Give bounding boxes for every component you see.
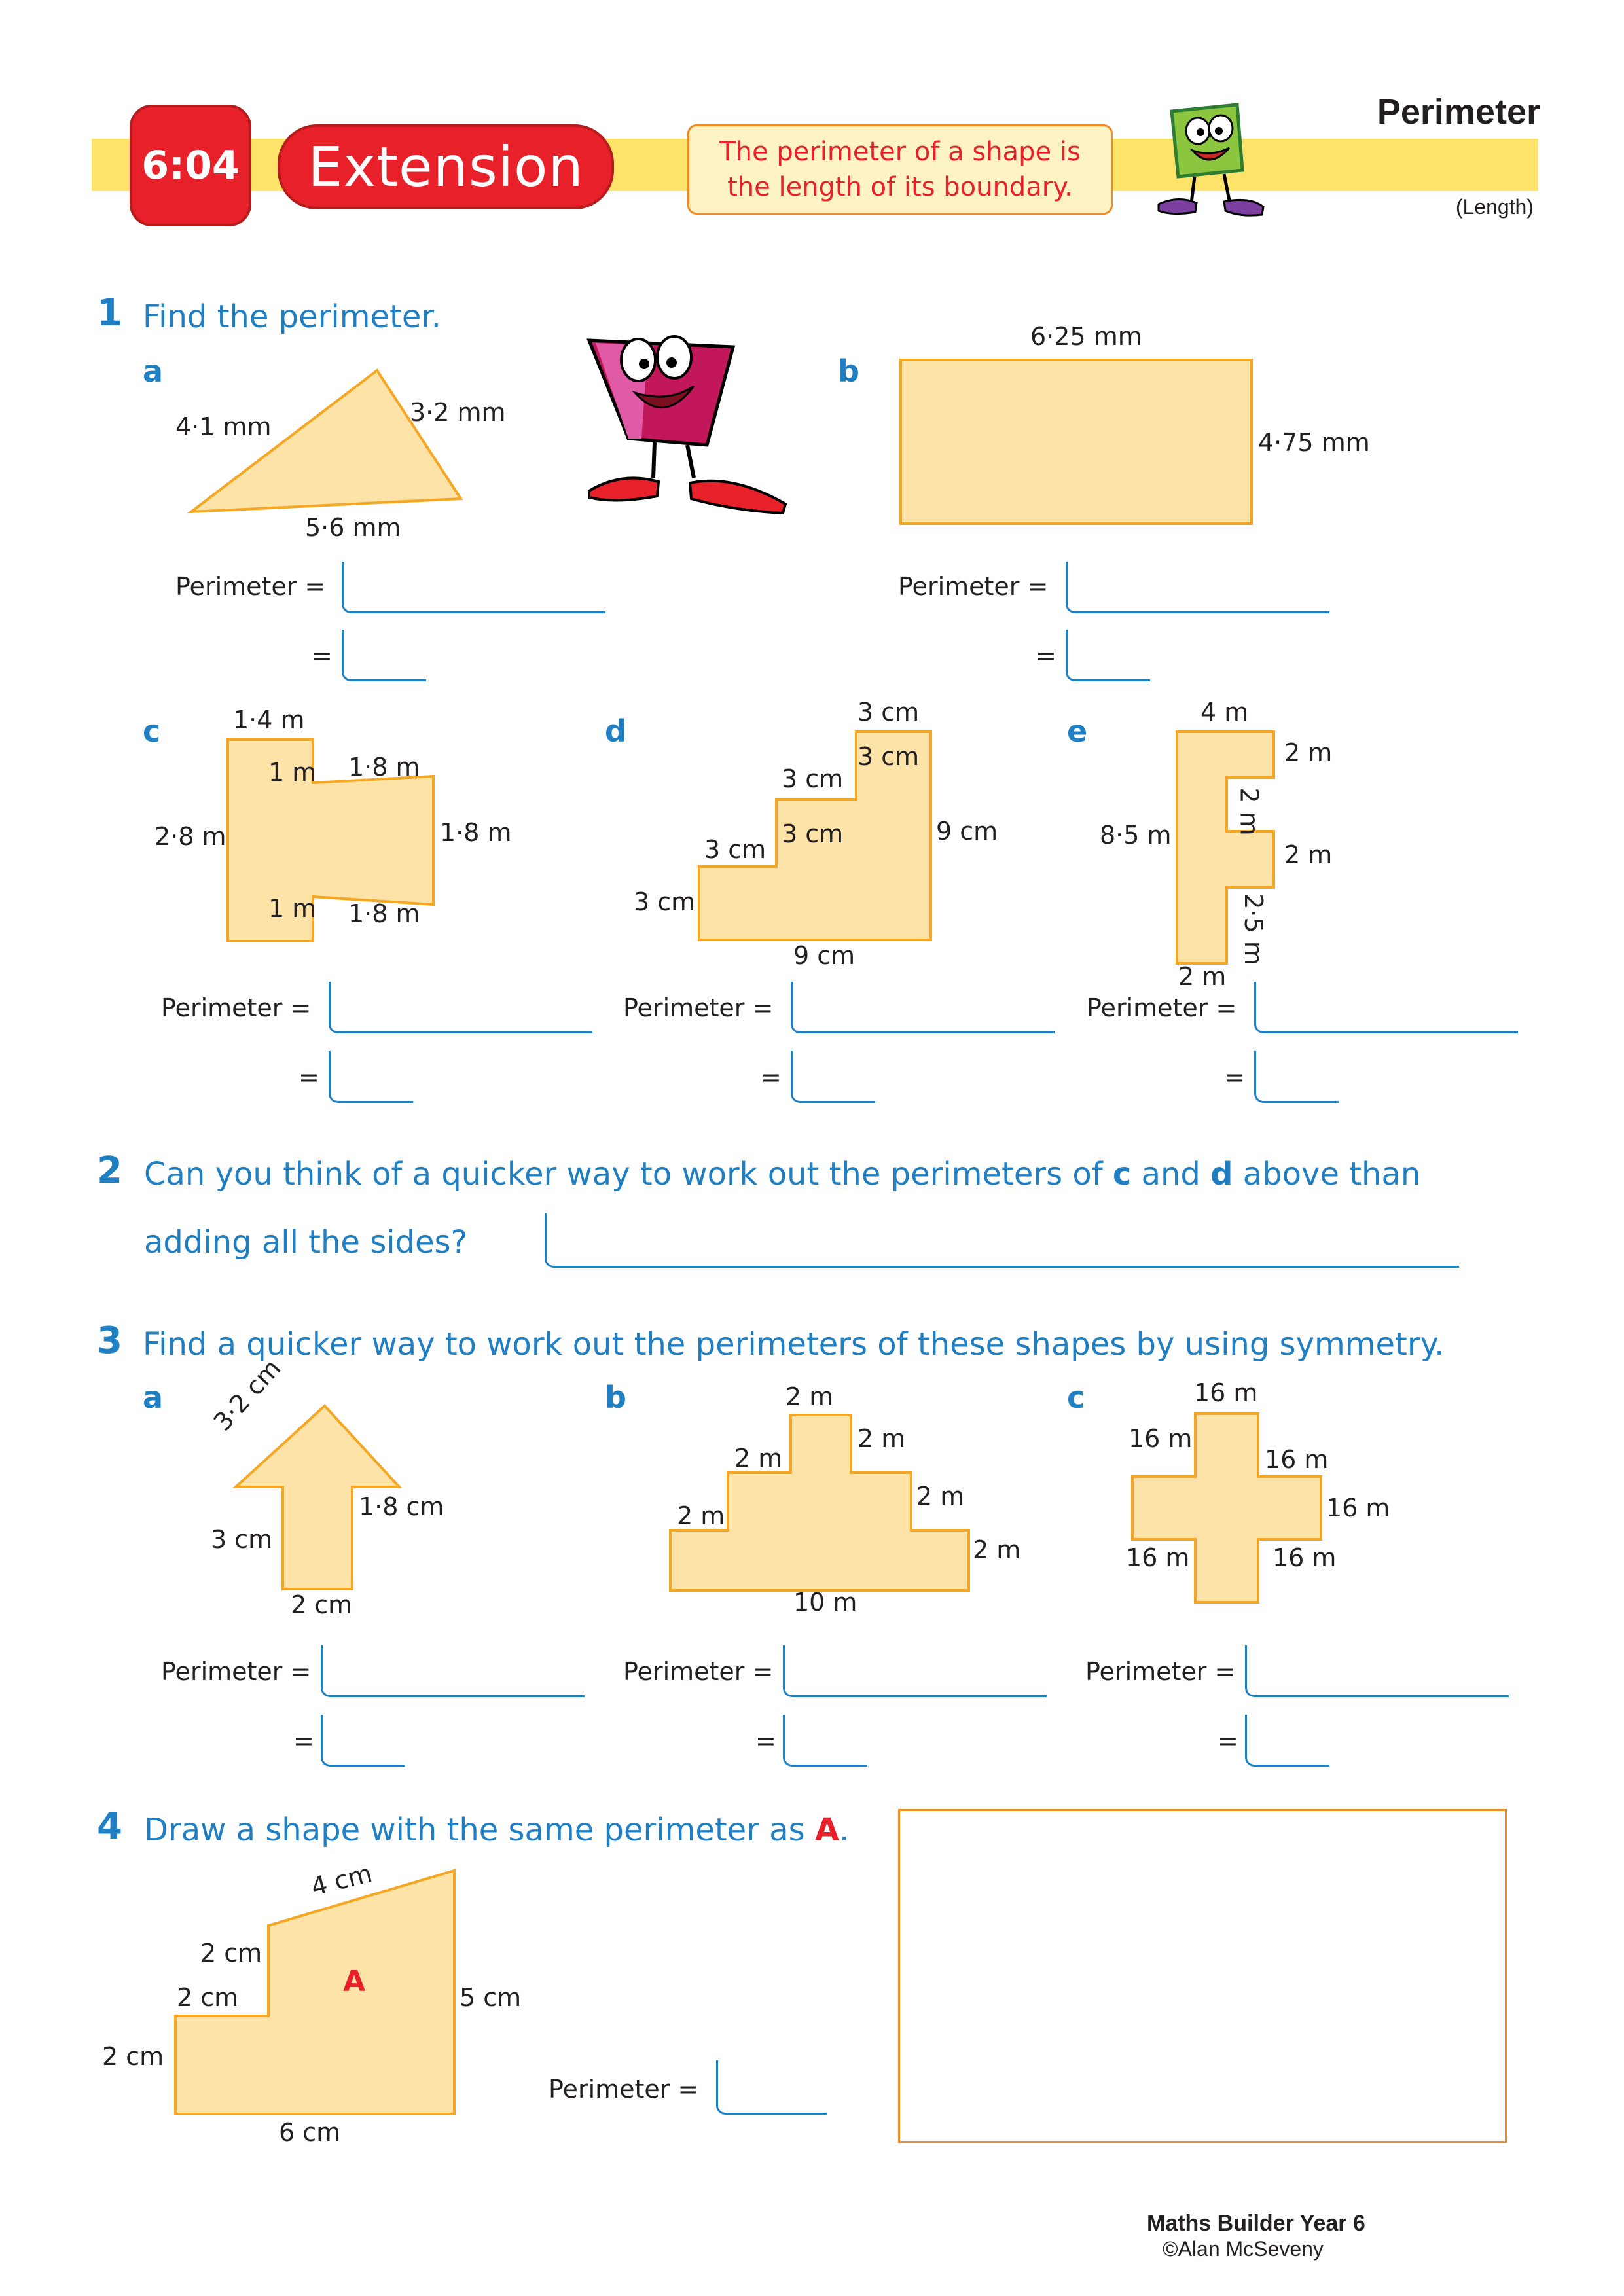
q4-text-before: Draw a shape with the same perimeter as (144, 1812, 815, 1848)
strand-label: (Length) (1455, 195, 1534, 219)
footer-copyright: ©Alan McSeveny (1163, 2237, 1324, 2261)
q3b-equals-label: = (755, 1727, 776, 1755)
q1c-answer-line-2[interactable] (329, 1051, 413, 1103)
extension-badge (278, 124, 614, 209)
q1c-side-label: 1·8 m (440, 818, 512, 847)
q1e-equals-label: = (1224, 1063, 1245, 1092)
q4-side-label: 6 cm (279, 2118, 341, 2147)
q4-side-label: 2 cm (200, 1939, 262, 1967)
q1e-side-label-rotated: 2·5 m (1238, 893, 1268, 965)
q1c-answer-line[interactable] (329, 982, 592, 1033)
question-2-number: 2 (97, 1149, 122, 1192)
q1b-side-label: 6·25 mm (1030, 322, 1142, 351)
q3b-side-label: 2 m (677, 1501, 725, 1530)
q1b-side-label: 4·75 mm (1258, 428, 1370, 457)
question-3-text: Find a quicker way to work out the perimeters of these shapes by using symmetry. (143, 1326, 1445, 1363)
lesson-code-badge (130, 105, 251, 226)
q1e-side-label: 2 m (1178, 962, 1227, 991)
q3b-side-label: 2 m (734, 1444, 783, 1473)
q3c-equals-label: = (1218, 1727, 1238, 1755)
q1d-side-label: 3 cm (704, 835, 767, 864)
q3c-answer-line-2[interactable] (1245, 1715, 1329, 1767)
q1b-perimeter-label: Perimeter = (898, 572, 1049, 601)
q1d-equals-label: = (761, 1063, 782, 1092)
q1d-perimeter-label: Perimeter = (623, 994, 774, 1022)
extension-label: Extension (308, 135, 584, 199)
q4-answer-line[interactable] (716, 2060, 827, 2115)
q3c-side-label: 16 m (1326, 1494, 1390, 1522)
q2-text-before: Can you think of a quicker way to work out the perimeters of (144, 1156, 1113, 1193)
q1a-equals-label: = (312, 641, 333, 670)
question-4-text (144, 1812, 849, 1848)
q3c-letter: c (1067, 1380, 1085, 1415)
q3c-side-label: 16 m (1128, 1424, 1193, 1453)
q1c-perimeter-label: Perimeter = (161, 994, 312, 1022)
q1b-equals-label: = (1036, 641, 1056, 670)
q1d-side-label: 3 cm (782, 764, 844, 793)
q4-shape-ref: A (814, 1812, 840, 1848)
question-1-text: Find the perimeter. (143, 298, 441, 335)
q1c-side-label: 1·8 m (348, 899, 420, 928)
q2-text-after: above than (1233, 1156, 1421, 1193)
q4-drawing-box[interactable] (898, 1809, 1507, 2143)
q1d-answer-line[interactable] (791, 982, 1055, 1033)
q3a-letter: a (143, 1380, 164, 1415)
q2-ref-d: d (1210, 1156, 1233, 1193)
q1d-letter: d (605, 713, 626, 749)
q3b-side-label: 2 m (857, 1424, 906, 1453)
topic-title: Perimeter (1377, 92, 1540, 132)
footer-book-title: Maths Builder Year 6 (1147, 2211, 1365, 2236)
q3b-side-label: 2 m (916, 1482, 965, 1511)
q3c-answer-line[interactable] (1245, 1645, 1509, 1697)
question-4-number: 4 (97, 1805, 122, 1848)
q3c-side-label: 16 m (1126, 1543, 1190, 1572)
q4-side-label: 2 cm (177, 1983, 239, 2012)
q1e-answer-line[interactable] (1254, 982, 1518, 1033)
lesson-code: 6:04 (141, 143, 240, 188)
q1a-answer-line-2[interactable] (342, 630, 426, 681)
q3a-answer-line[interactable] (321, 1645, 585, 1697)
q3c-side-label: 16 m (1194, 1378, 1258, 1407)
q1c-side-label: 1 m (268, 894, 317, 923)
q3c-side-label: 16 m (1272, 1543, 1337, 1572)
q1e-answer-line-2[interactable] (1254, 1051, 1339, 1103)
q1d-side-label: 3 cm (782, 819, 844, 848)
q4-side-label-rotated: 4 cm (308, 1858, 375, 1902)
q1c-side-label: 2·8 m (154, 822, 226, 851)
q1e-side-label: 2 m (1284, 840, 1333, 869)
q1d-side-label: 3 cm (857, 742, 920, 771)
green-mascot-illustration (1132, 92, 1290, 229)
q3a-side-label: 3 cm (211, 1525, 273, 1554)
q3b-side-label: 2 m (973, 1535, 1021, 1564)
q1b-answer-line-2[interactable] (1066, 630, 1150, 681)
q1c-side-label: 1·8 m (348, 753, 420, 781)
q1a-side-label: 4·1 mm (175, 412, 272, 441)
q3b-answer-line[interactable] (783, 1645, 1047, 1697)
q3c-side-label: 16 m (1265, 1445, 1329, 1474)
q1a-side-label: 3·2 mm (410, 398, 506, 427)
q1d-side-label: 3 cm (634, 888, 696, 916)
q1d-side-label: 3 cm (857, 698, 920, 726)
q1a-perimeter-label: Perimeter = (175, 572, 326, 601)
q3c-perimeter-label: Perimeter = (1085, 1657, 1236, 1686)
q3b-side-label: 2 m (785, 1382, 834, 1411)
q1b-rectangle-shape (899, 359, 1253, 525)
q1a-letter: a (143, 353, 164, 389)
q4-shape-letter: A (343, 1965, 366, 1998)
q3b-answer-line-2[interactable] (783, 1715, 867, 1767)
q1d-answer-line-2[interactable] (791, 1051, 875, 1103)
q1e-perimeter-label: Perimeter = (1087, 994, 1237, 1022)
pink-mascot-illustration (576, 314, 799, 524)
q1c-side-label: 1 m (268, 758, 317, 787)
q3a-perimeter-label: Perimeter = (161, 1657, 312, 1686)
q3b-side-label: 10 m (793, 1588, 857, 1617)
q1a-side-label: 5·6 mm (305, 513, 401, 542)
q3a-answer-line-2[interactable] (321, 1715, 405, 1767)
definition-box (687, 124, 1113, 215)
q3a-equals-label: = (293, 1727, 314, 1755)
q4-side-label: 5 cm (460, 1983, 522, 2012)
q1d-side-label: 9 cm (936, 817, 998, 846)
q4-perimeter-label: Perimeter = (549, 2075, 699, 2104)
q3a-side-label: 1·8 cm (359, 1492, 444, 1521)
q4-text-after: . (839, 1812, 850, 1848)
q1e-side-label: 4 m (1200, 698, 1249, 726)
question-2-text-line-2: adding all the sides? (144, 1224, 468, 1261)
q1e-side-label-rotated: 2 m (1235, 787, 1264, 836)
q3a-side-label-rotated: 3·2 cm (208, 1354, 287, 1437)
q1c-equals-label: = (298, 1063, 319, 1092)
q3b-letter: b (605, 1380, 626, 1415)
q1e-letter: e (1067, 713, 1088, 749)
q3a-side-label: 2 cm (291, 1590, 353, 1619)
q2-answer-line[interactable] (545, 1213, 1459, 1268)
q2-ref-c: c (1112, 1156, 1132, 1193)
q1d-side-label: 9 cm (793, 941, 856, 970)
q2-text-and: and (1131, 1156, 1211, 1193)
q1c-letter: c (143, 713, 161, 749)
definition-text: The perimeter of a shape is the length of its boundary. (719, 137, 1081, 202)
q3b-perimeter-label: Perimeter = (623, 1657, 774, 1686)
q1c-side-label: 1·4 m (233, 706, 305, 734)
q1e-side-label: 8·5 m (1100, 821, 1172, 850)
q1e-side-label: 2 m (1284, 738, 1333, 767)
question-3-number: 3 (97, 1319, 122, 1362)
q1b-answer-line[interactable] (1066, 562, 1329, 613)
q1b-letter: b (838, 353, 859, 389)
question-1-number: 1 (97, 292, 122, 334)
q4-side-label: 2 cm (102, 2042, 164, 2071)
question-2-text (144, 1156, 1420, 1193)
q1a-answer-line[interactable] (342, 562, 605, 613)
